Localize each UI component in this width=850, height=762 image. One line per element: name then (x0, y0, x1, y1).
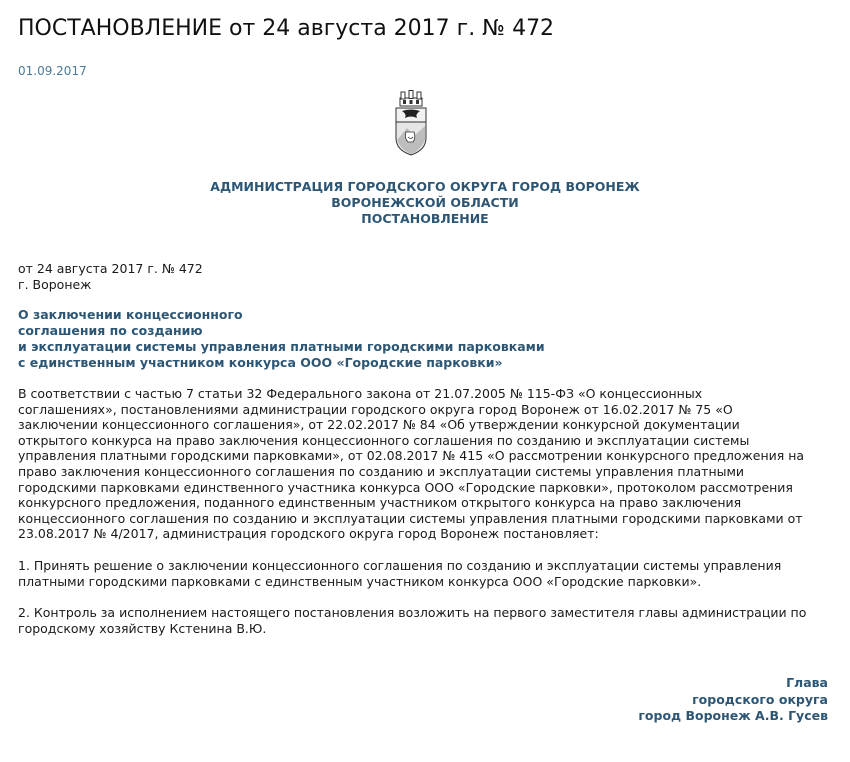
date-number: от 24 августа 2017 г. № 472 (18, 261, 203, 276)
preamble-paragraph (18, 386, 838, 542)
subject-line: соглашения по созданию (18, 323, 203, 338)
text-line: городскими парковками единственного участника конкурса ООО «Городские парковки», протоколом рассмотрения (18, 479, 793, 495)
item-2-paragraph (18, 605, 838, 636)
subject-line: с единственным участником конкурса ООО «Городские парковки» (18, 355, 503, 370)
publish-date: 01.09.2017 (18, 64, 87, 78)
document-meta (18, 261, 203, 292)
text-line: управления платными городскими парковками», от 02.08.2017 № 415 «О рассмотрении конкурсного предложения на (18, 448, 805, 464)
text-line: открытого конкурса на право заключения концессионного соглашения по созданию и эксплуатации системы (18, 432, 750, 448)
voronezh-coat-of-arms-icon (391, 90, 431, 156)
signature-line: город Воронеж А.В. Гусев (638, 708, 828, 723)
document-subject (18, 307, 545, 371)
page-title: ПОСТАНОВЛЕНИЕ от 24 августа 2017 г. № 472 (18, 16, 555, 41)
subject-line: О заключении концессионного (18, 307, 243, 322)
text-line: 1. Принять решение о заключении концессионного соглашения по созданию и эксплуатации системы управления (18, 557, 782, 573)
signature-line: Глава (786, 675, 828, 690)
text-line: заключении концессионного соглашения», от 22.02.2017 № 84 «Об утверждении конкурсной документации (18, 417, 740, 433)
item-1-paragraph (18, 558, 838, 589)
text-line: соглашениях», постановлениями администрации городского округа город Воронеж от 16.02.2017 № 75 «О (18, 401, 733, 417)
text-line: концессионного соглашения по созданию и эксплуатации системы управления платными городскими парковками от (18, 510, 803, 526)
text-line: право заключения концессионного соглашения по созданию и эксплуатации системы управления платными (18, 463, 745, 479)
text-line: 23.08.2017 № 4/2017, администрация городского округа город Воронеж постановляет: (18, 526, 599, 542)
subject-line: и эксплуатации системы управления платными городскими парковками (18, 339, 545, 354)
text-line: В соответствии с частью 7 статьи 32 Федерального закона от 21.07.2005 № 115-ФЗ «О концессионных (18, 386, 703, 401)
issuer-line: АДМИНИСТРАЦИЯ ГОРОДСКОГО ОКРУГА ГОРОД ВОРОНЕЖ (210, 179, 640, 194)
issuer-header (0, 179, 850, 227)
signature-block (638, 675, 828, 725)
text-line: городскому хозяйству Кстенина В.Ю. (18, 620, 267, 636)
document-body (18, 386, 838, 636)
city: г. Воронеж (18, 276, 92, 292)
text-line: 2. Контроль за исполнением настоящего постановления возложить на первого заместителя главы администрации по (18, 605, 807, 621)
text-line: конкурсного предложения, поданного единственным участником открытого конкурса на право заключения (18, 495, 742, 511)
region-line: ВОРОНЕЖСКОЙ ОБЛАСТИ (331, 195, 519, 210)
text-line: платными городскими парковками с единственным участником конкурса ООО «Городские парковки». (18, 573, 702, 589)
signature-line: городского округа (692, 691, 828, 707)
document-type-line: ПОСТАНОВЛЕНИЕ (361, 211, 489, 226)
